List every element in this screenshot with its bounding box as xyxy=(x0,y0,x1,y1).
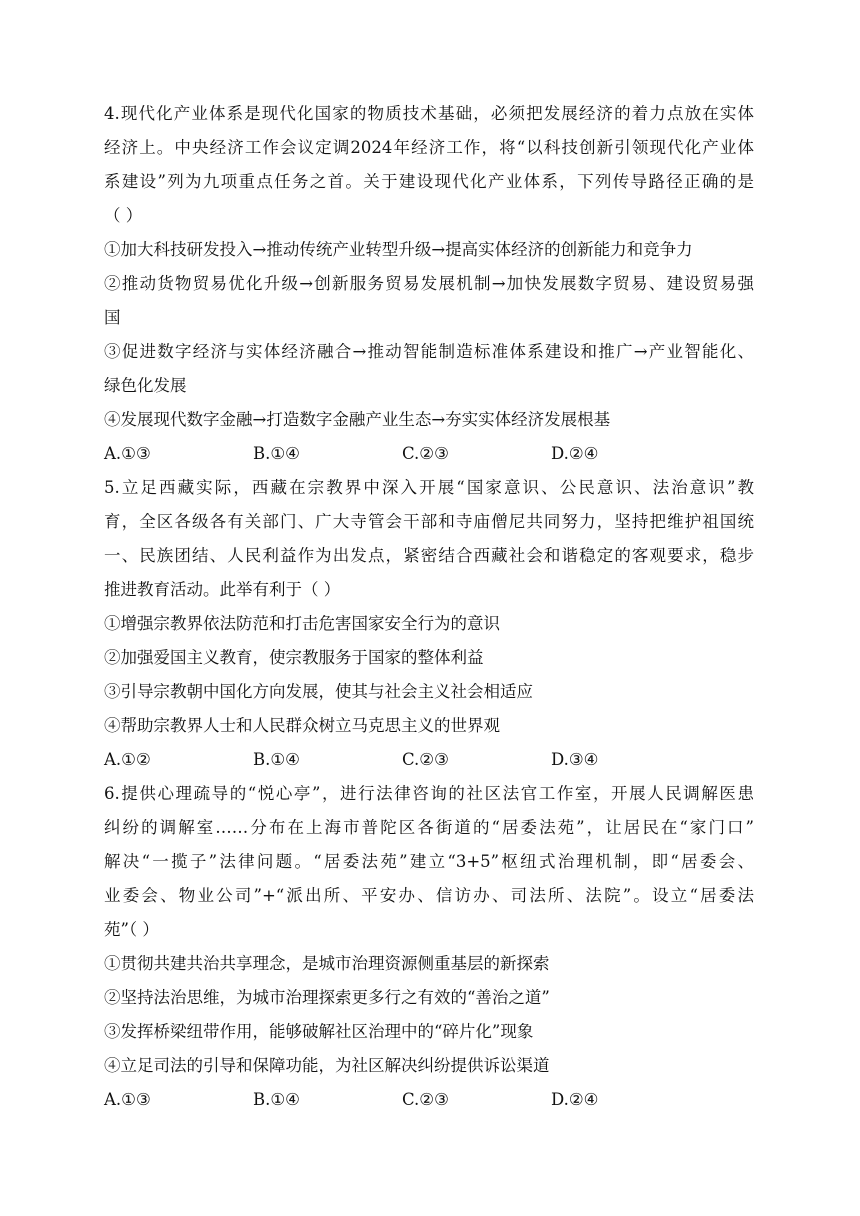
answer-options xyxy=(104,437,754,471)
document-page xyxy=(104,97,754,1117)
option-d[interactable]: D.②④ xyxy=(551,444,599,463)
option-a[interactable]: A.①③ xyxy=(104,444,151,463)
answer-item: ①贯彻共建共治共享理念，是城市治理资源侧重基层的新探索 xyxy=(104,954,550,973)
option-c[interactable]: C.②③ xyxy=(402,1090,449,1109)
question-stem-line: 苑”（ ） xyxy=(104,920,159,939)
option-b[interactable]: B.①④ xyxy=(253,750,300,769)
option-b[interactable]: B.①④ xyxy=(253,444,300,463)
question-stem-line: 业委会、物业公司”+“派出所、平安办、信访办、司法所、法院”。设立“居委法 xyxy=(104,886,754,905)
option-a[interactable]: A.①③ xyxy=(104,1090,151,1109)
answer-item: ①加大科技研发投入→推动传统产业转型升级→提高实体经济的创新能力和竞争力 xyxy=(104,240,693,259)
question-stem-line: 纠纷的调解室……分布在上海市普陀区各街道的“居委法苑”，让居民在“家门口” xyxy=(104,818,754,837)
question-stem-line: 解决“一揽子”法律问题。“居委法苑”建立“3+5”枢纽式治理机制，即“居委会、 xyxy=(104,852,754,871)
question-stem-line: 推进教育活动。此举有利于（ ） xyxy=(104,580,341,599)
answer-item: 绿色化发展 xyxy=(104,376,187,395)
answer-item: ②坚持法治思维，为城市治理探索更多行之有效的“善治之道” xyxy=(104,988,550,1007)
answer-item: ①增强宗教界依法防范和打击危害国家安全行为的意识 xyxy=(104,614,500,633)
question-4 xyxy=(104,97,754,471)
question-5 xyxy=(104,471,754,777)
question-stem-line: 经济上。中央经济工作会议定调2024年经济工作，将“以科技创新引领现代化产业体 xyxy=(104,138,754,157)
answer-item: 国 xyxy=(104,308,121,327)
answer-item: ③促进数字经济与实体经济融合→推动智能制造标准体系建设和推广→产业智能化、 xyxy=(104,342,754,361)
question-stem-line: 6.提供心理疏导的“悦心亭”，进行法律咨询的社区法官工作室，开展人民调解医患 xyxy=(104,784,754,803)
option-a[interactable]: A.①② xyxy=(104,750,151,769)
question-stem-line: 一、民族团结、人民利益作为出发点，紧密结合西藏社会和谐稳定的客观要求，稳步 xyxy=(104,546,754,565)
answer-item: ④发展现代数字金融→打造数字金融产业生态→夯实实体经济发展根基 xyxy=(104,410,611,429)
question-stem-line: 5.立足西藏实际，西藏在宗教界中深入开展“国家意识、公民意识、法治意识”教 xyxy=(104,478,754,497)
answer-options xyxy=(104,1083,754,1117)
question-stem-line: 4.现代化产业体系是现代化国家的物质技术基础，必须把发展经济的着力点放在实体 xyxy=(104,104,754,123)
question-stem-line: 系建设”列为九项重点任务之首。关于建设现代化产业体系，下列传导路径正确的是 xyxy=(104,172,754,191)
answer-item: ④立足司法的引导和保障功能，为社区解决纠纷提供诉讼渠道 xyxy=(104,1056,550,1075)
answer-options xyxy=(104,743,754,777)
answer-item: ②加强爱国主义教育，使宗教服务于国家的整体利益 xyxy=(104,648,484,667)
question-stem-line: 育，全区各级各有关部门、广大寺管会干部和寺庙僧尼共同努力，坚持把维护祖国统 xyxy=(104,512,754,531)
option-c[interactable]: C.②③ xyxy=(402,444,449,463)
question-stem-line: （ ） xyxy=(104,206,143,225)
option-c[interactable]: C.②③ xyxy=(402,750,449,769)
option-d[interactable]: D.③④ xyxy=(551,750,599,769)
answer-item: ②推动货物贸易优化升级→创新服务贸易发展机制→加快发展数字贸易、建设贸易强 xyxy=(104,274,754,293)
answer-item: ④帮助宗教界人士和人民群众树立马克思主义的世界观 xyxy=(104,716,500,735)
answer-item: ③发挥桥梁纽带作用，能够破解社区治理中的“碎片化”现象 xyxy=(104,1022,534,1041)
option-b[interactable]: B.①④ xyxy=(253,1090,300,1109)
option-d[interactable]: D.②④ xyxy=(551,1090,599,1109)
answer-item: ③引导宗教朝中国化方向发展，使其与社会主义社会相适应 xyxy=(104,682,533,701)
question-6 xyxy=(104,777,754,1117)
